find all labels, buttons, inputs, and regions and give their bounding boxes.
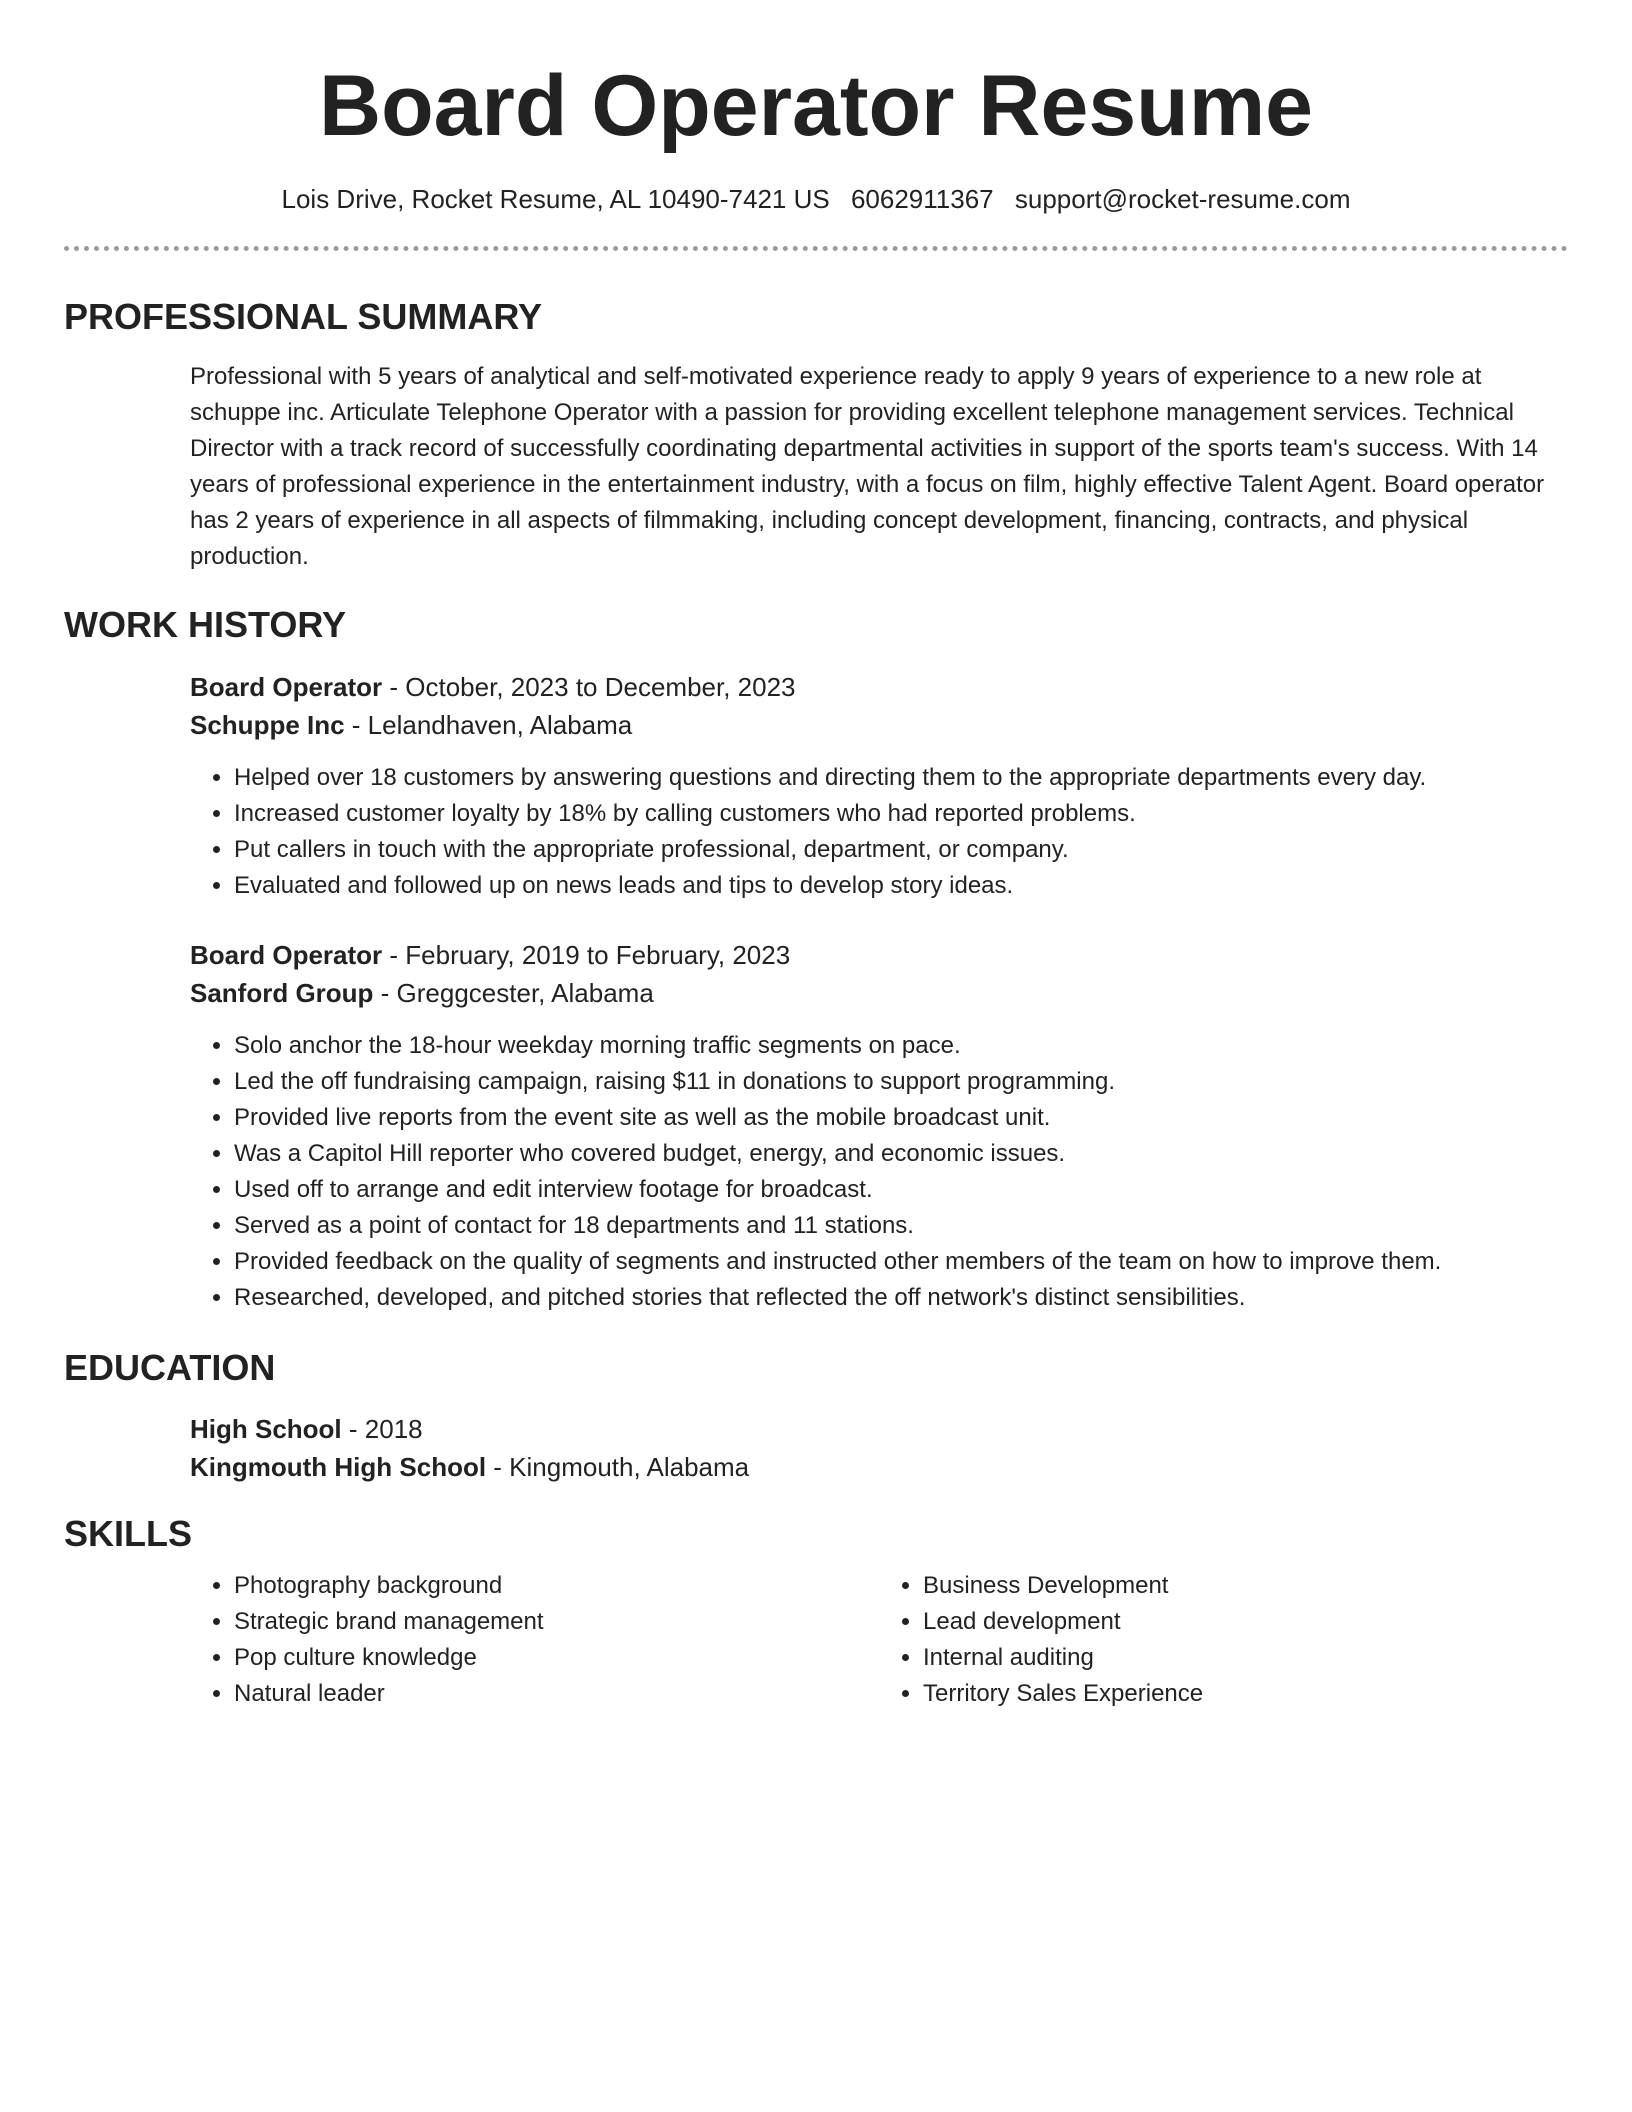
- skills-heading: SKILLS: [64, 1513, 193, 1554]
- education-location: - Kingmouth, Alabama: [486, 1452, 750, 1482]
- job-bullet: • Researched, developed, and pitched stories that reflected the off network's distinct sensibilities.: [234, 1280, 1568, 1316]
- work-heading: WORK HISTORY: [64, 604, 347, 645]
- education-school: Kingmouth High School: [190, 1452, 487, 1482]
- job-entry: [190, 668, 1568, 904]
- skills-grid: [190, 1568, 1568, 1712]
- job-bullets: [190, 760, 1568, 904]
- education-degree-line: [190, 1410, 1568, 1448]
- summary-heading: PROFESSIONAL SUMMARY: [64, 296, 543, 337]
- skill-item: • Internal auditing: [923, 1640, 1568, 1676]
- work-section: [64, 603, 1568, 1316]
- job-bullet: • Provided live reports from the event site as well as the mobile broadcast unit.: [234, 1100, 1568, 1136]
- job-bullet: • Evaluated and followed up on news leads and tips to develop story ideas.: [234, 868, 1568, 904]
- job-company: Schuppe Inc: [190, 710, 345, 740]
- skill-item: • Lead development: [923, 1604, 1568, 1640]
- job-bullet: • Led the off fundraising campaign, raising $11 in donations to support programming.: [234, 1064, 1568, 1100]
- contact-line: [64, 182, 1568, 216]
- job-dates: - October, 2023 to December, 2023: [382, 672, 796, 702]
- contact-email: support@rocket-resume.com: [1014, 184, 1351, 214]
- job-dates: - February, 2019 to February, 2023: [382, 940, 791, 970]
- job-bullet: • Used off to arrange and edit interview footage for broadcast.: [234, 1172, 1568, 1208]
- job-bullet: • Solo anchor the 18-hour weekday morning traffic segments on pace.: [234, 1028, 1568, 1064]
- skills-section: [64, 1512, 1568, 1712]
- job-bullet: • Provided feedback on the quality of segments and instructed other members of the team on how to improve them.: [234, 1244, 1568, 1280]
- header-divider: [64, 246, 1568, 251]
- skill-item: • Natural leader: [234, 1676, 879, 1712]
- job-bullets: [190, 1028, 1568, 1316]
- skill-item: • Photography background: [234, 1568, 879, 1604]
- job-bullet: • Helped over 18 customers by answering questions and directing them to the appropriate departments every day.: [234, 760, 1568, 796]
- job-bullet: • Served as a point of contact for 18 departments and 11 stations.: [234, 1208, 1568, 1244]
- resume-title: Board Operator Resume: [318, 58, 1314, 154]
- skill-item: • Business Development: [923, 1568, 1568, 1604]
- job-location: - Greggcester, Alabama: [373, 978, 654, 1008]
- job-company: Sanford Group: [190, 978, 374, 1008]
- skills-list-right: [879, 1568, 1568, 1712]
- education-degree: High School: [190, 1414, 342, 1444]
- job-location: - Lelandhaven, Alabama: [344, 710, 633, 740]
- contact-phone: 6062911367: [850, 184, 994, 214]
- job-bullet: • Was a Capitol Hill reporter who covered budget, energy, and economic issues.: [234, 1136, 1568, 1172]
- resume-page: [64, 0, 1568, 1712]
- summary-text: Professional with 5 years of analytical and self-motivated experience ready to apply 9 years of experience to a new role at schuppe inc. Articulate Telephone Operator with a passion for providing excellent telephone management services. Technical Director with a track record of successfully coordinating departmental activities in support of the sports team's success. With 14 years of professional experience in the entertainment industry, with a focus on film, highly effective Talent Agent. Board operator has 2 years of experience in all aspects of filmmaking, including concept development, financing, contracts, and physical production.: [190, 363, 1545, 570]
- job-entry: [190, 936, 1568, 1316]
- job-title: Board Operator: [190, 672, 383, 702]
- job-company-line: [190, 706, 1568, 744]
- education-heading: EDUCATION: [64, 1347, 276, 1388]
- job-bullet: • Increased customer loyalty by 18% by calling customers who had reported problems.: [234, 796, 1568, 832]
- summary-section: [64, 295, 1568, 575]
- job-company-line: [190, 974, 1568, 1012]
- job-bullet: • Put callers in touch with the appropriate professional, department, or company.: [234, 832, 1568, 868]
- skill-item: • Pop culture knowledge: [234, 1640, 879, 1676]
- education-school-line: [190, 1448, 1568, 1486]
- education-year: - 2018: [341, 1414, 423, 1444]
- job-title-line: [190, 668, 1568, 706]
- skill-item: • Territory Sales Experience: [923, 1676, 1568, 1712]
- contact-address: Lois Drive, Rocket Resume, AL 10490-7421 US: [281, 184, 830, 214]
- job-title: Board Operator: [190, 940, 383, 970]
- skill-item: • Strategic brand management: [234, 1604, 879, 1640]
- education-section: [64, 1346, 1568, 1486]
- job-title-line: [190, 936, 1568, 974]
- skills-list-left: [190, 1568, 879, 1712]
